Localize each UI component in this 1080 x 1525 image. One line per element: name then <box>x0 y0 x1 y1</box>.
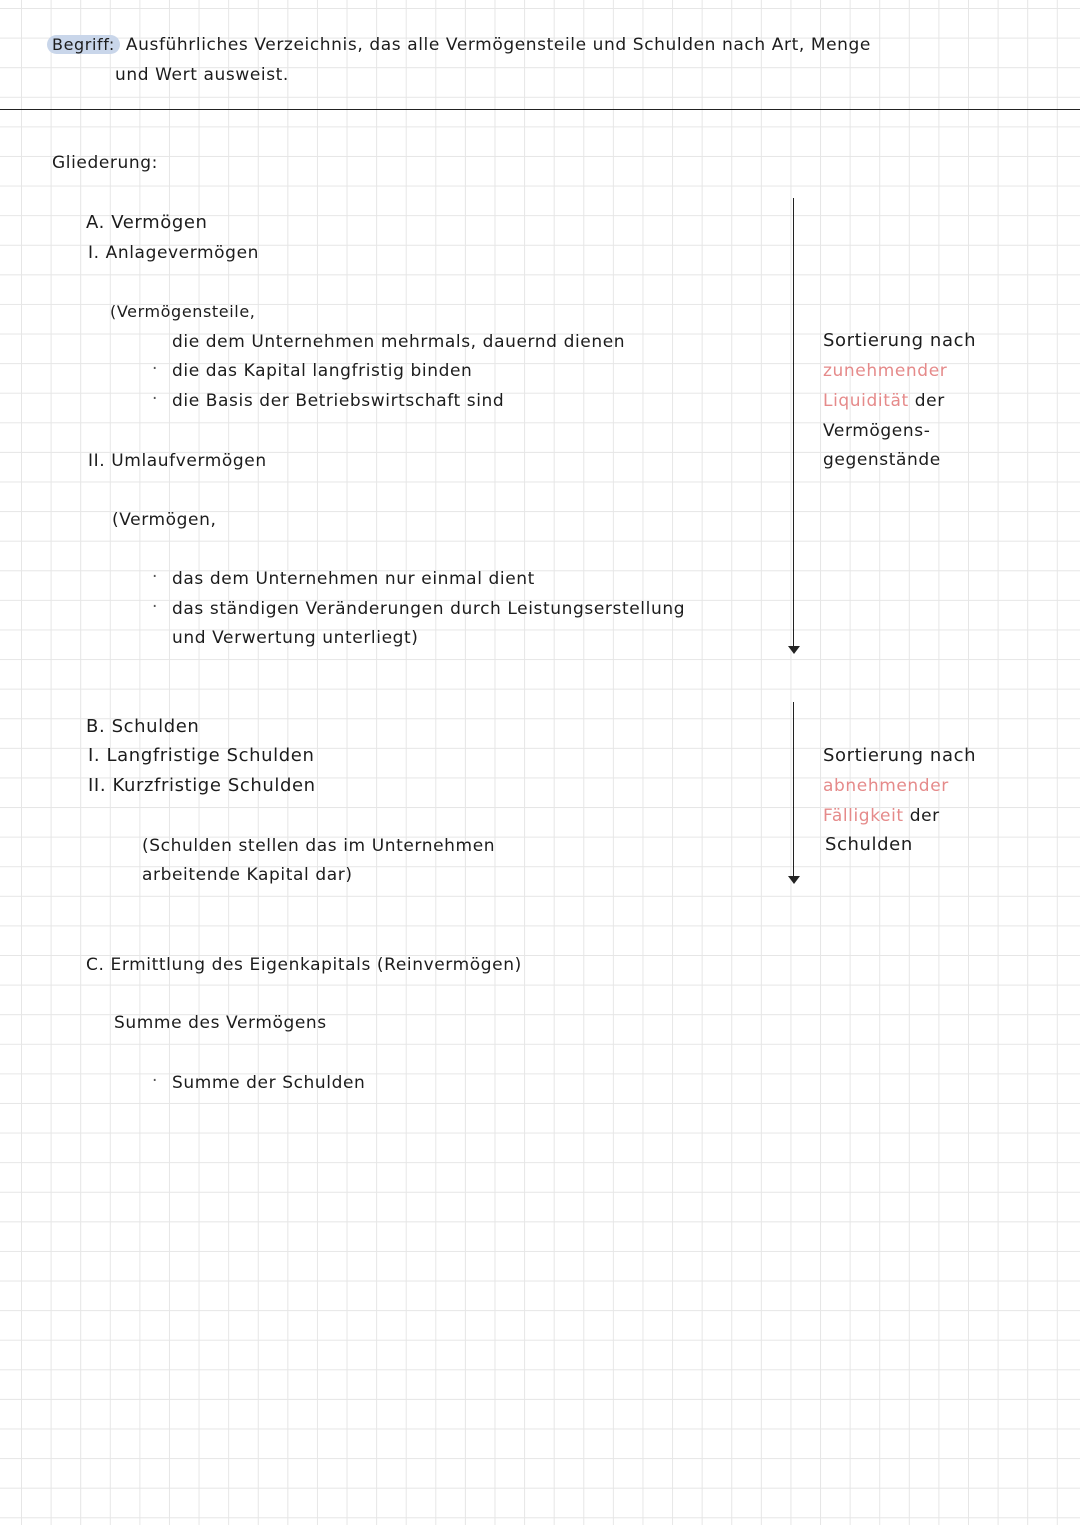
arrow-down-icon <box>788 876 800 884</box>
definition-line-1 <box>52 34 871 56</box>
anlagevermoegen-heading: I. Anlagevermögen <box>88 243 260 263</box>
anlage-item: · die das Kapital langfristig binden <box>172 360 472 382</box>
anlagevermoegen-intro: (Vermögensteile, <box>110 302 256 321</box>
side-note-word: der <box>909 806 940 826</box>
anlage-item: · die Basis der Betriebswirtschaft sind <box>172 390 504 412</box>
schulden-item: I. Langfristige Schulden <box>88 745 315 766</box>
side-note-liquidity-accent: zunehmender <box>823 361 948 381</box>
vermoegen-heading: A. Vermögen <box>86 212 208 233</box>
eigenkapital-line: · Summe der Schulden <box>172 1072 365 1094</box>
side-note-liquidity: Sortierung nach <box>823 330 977 351</box>
umlaufvermoegen-intro: (Vermögen, <box>112 510 217 530</box>
eigenkapital-line: Summe des Vermögens <box>114 1013 327 1033</box>
umlauf-item: · das ständigen Veränderungen durch Leistungserstellung <box>172 598 685 620</box>
definition-label: Begriff: <box>47 35 120 54</box>
definition-text: Ausführliches Verzeichnis, das alle Vermögensteile und Schulden nach Art, Menge <box>125 35 871 55</box>
eigenkapital-heading: C. Ermittlung des Eigenkapitals (Reinvermögen) <box>86 955 522 975</box>
schulden-note: (Schulden stellen das im Unternehmen <box>142 836 496 856</box>
side-note-liquidity-accent: Liquidität <box>823 391 909 411</box>
side-note-maturity-accent: abnehmender <box>823 776 949 796</box>
anlage-item: die dem Unternehmen mehrmals, dauernd dienen <box>172 332 626 352</box>
umlauf-item: · das dem Unternehmen nur einmal dient <box>172 568 535 590</box>
schulden-note: arbeitende Kapital dar) <box>142 865 353 885</box>
arrow-down-icon <box>788 646 800 654</box>
arrow-line-maturity <box>793 702 794 876</box>
umlauf-continuation: und Verwertung unterliegt) <box>172 628 419 648</box>
schulden-heading: B. Schulden <box>86 716 200 737</box>
side-note-liquidity-line3 <box>823 390 945 412</box>
definition-line-2: und Wert ausweist. <box>115 65 289 85</box>
side-note-word: der <box>914 391 945 411</box>
side-note-liquidity: gegenstände <box>823 450 941 470</box>
gliederung-heading: Gliederung: <box>52 153 158 173</box>
arrow-line-liquidity <box>793 198 794 646</box>
side-note-maturity-accent: Fälligkeit <box>823 806 904 826</box>
side-note-maturity-line3 <box>823 805 940 827</box>
side-note-maturity: Sortierung nach <box>823 745 977 766</box>
side-note-liquidity: Vermögens- <box>823 421 931 441</box>
side-note-maturity: Schulden <box>825 834 913 855</box>
divider-line <box>0 109 1080 110</box>
schulden-item: II. Kurzfristige Schulden <box>88 775 316 796</box>
umlaufvermoegen-heading: II. Umlaufvermögen <box>88 451 267 471</box>
